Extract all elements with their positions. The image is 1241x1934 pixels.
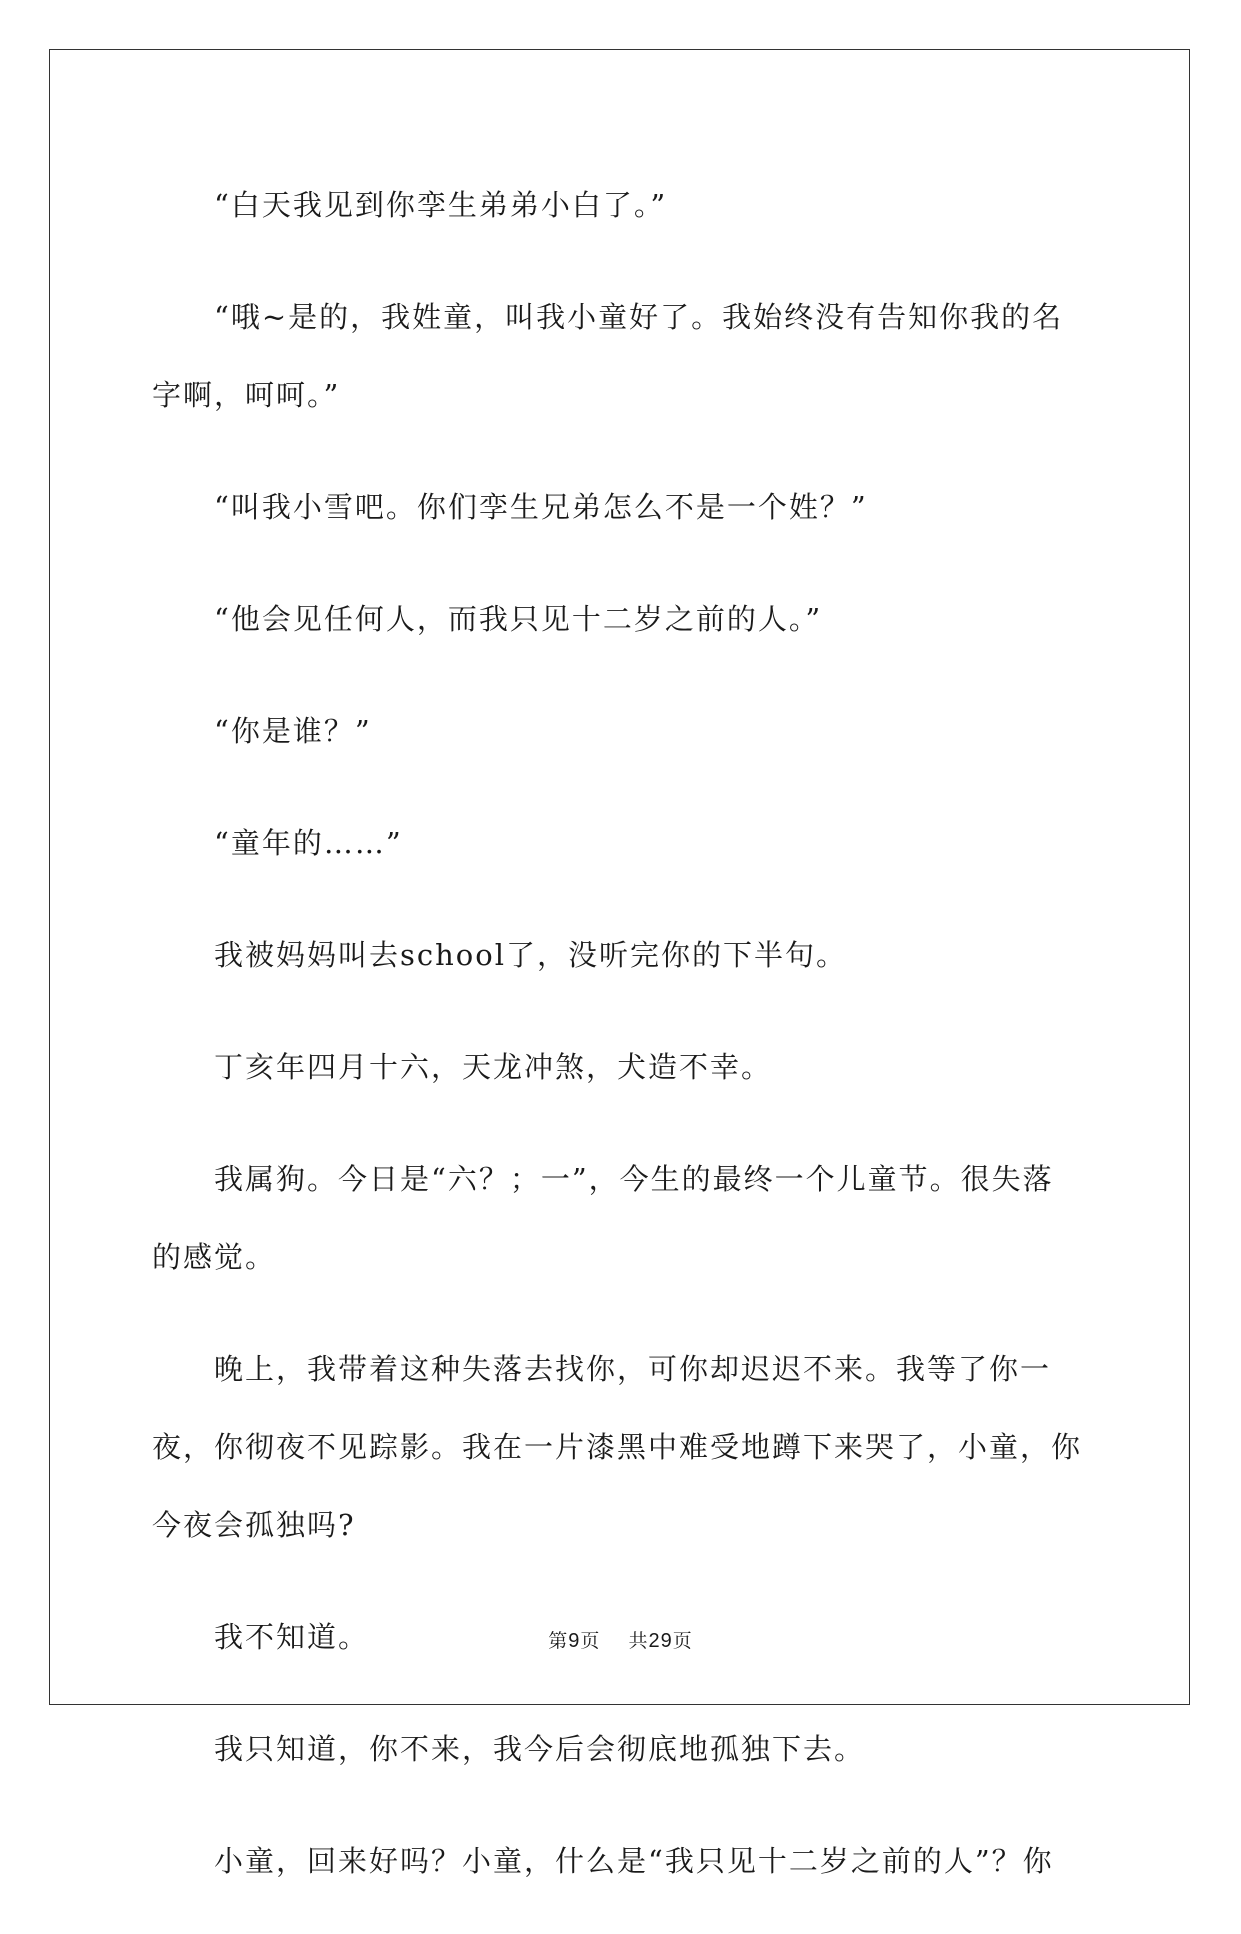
footer-prefix: 第 <box>548 1630 569 1652</box>
paragraph: 晚上，我带着这种失落去找你，可你却迟迟不来。我等了你一夜，你彻夜不见踪影。我在一片漆黑中难受地蹲下来哭了，小童，你今夜会孤独吗? <box>152 1352 1083 1542</box>
paragraph: “叫我小雪吧。你们孪生兄弟怎么不是一个姓？” <box>214 490 868 524</box>
paragraph: 小童，回来好吗？小童，什么是“我只见十二岁之前的人”？你 <box>214 1844 1054 1878</box>
paragraph: 我被妈妈叫去school了，没听完你的下半句。 <box>214 938 847 972</box>
paragraph: 丁亥年四月十六，天龙冲煞，犬造不幸。 <box>214 1050 773 1084</box>
paragraph: “你是谁？” <box>214 714 372 748</box>
footer-suffix: 页 <box>672 1630 693 1652</box>
page-number-footer <box>0 1626 1241 1653</box>
paragraph: “他会见任何人，而我只见十二岁之前的人。” <box>214 602 823 636</box>
current-page-number: 9 <box>568 1630 581 1652</box>
footer-middle: 页 共 <box>580 1630 649 1652</box>
paragraph: 我只知道，你不来，我今后会彻底地孤独下去。 <box>214 1732 866 1766</box>
paragraph: “哦~是的，我姓童，叫我小童好了。我始终没有告知你我的名字啊，呵呵。” <box>152 300 1064 412</box>
total-page-count: 29 <box>648 1630 673 1652</box>
paragraph: “童年的……” <box>214 826 403 860</box>
paragraph: 我属狗。今日是“六？；一”，今生的最终一个儿童节。很失落的感觉。 <box>152 1162 1054 1274</box>
paragraph: 我不知道。 <box>214 1620 370 1654</box>
paragraph: “白天我见到你孪生弟弟小白了。” <box>214 188 668 222</box>
document-body <box>152 166 1082 1934</box>
